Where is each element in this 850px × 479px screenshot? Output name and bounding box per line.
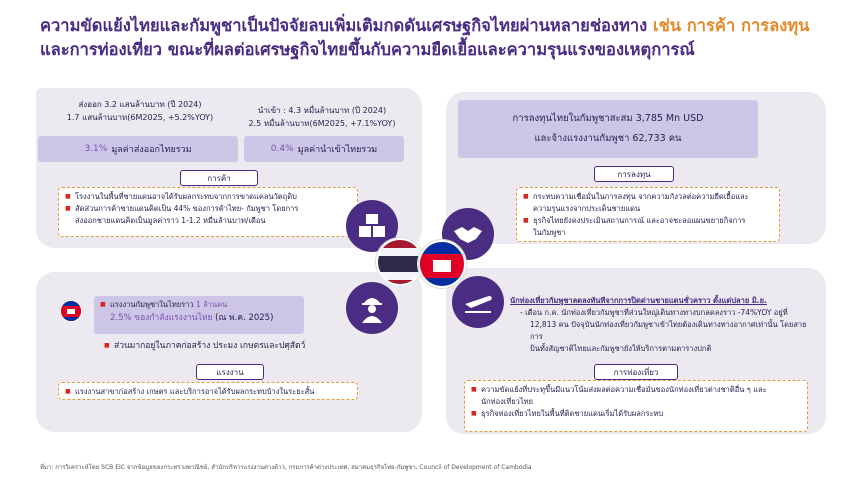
investment-impact-box xyxy=(516,187,780,242)
trade-impact-box xyxy=(58,187,358,237)
import-pct-label: มูลค่านำเข้าไทยรวม xyxy=(297,145,378,155)
cambodia-flag-small-icon xyxy=(60,300,82,322)
investment-stat xyxy=(458,100,758,158)
export-pct: 3.1% xyxy=(84,144,108,154)
investment-bullet-1-cont: ความรุนแรงจากประเด็นชายแดน xyxy=(533,204,641,213)
labor-line2-wrap xyxy=(100,311,298,325)
tourism-sub1: - เดือน ก.ค. นักท่องเที่ยวกัมพูชาที่ส่วนใหญ่เดินทางทางบกลดลงราว -74%YOY อยู่ที่ xyxy=(520,308,788,317)
labor-impact-box xyxy=(58,382,358,400)
investment-line2: และจ้างแรงงานกัมพูชา 62,733 คน xyxy=(534,133,682,144)
page-title xyxy=(40,14,840,62)
import-share xyxy=(244,136,404,162)
import-line2: 2.5 หมื่นล้านบาท(6M2025, +7.1%YOY) xyxy=(248,119,396,128)
trade-tag: การค้า xyxy=(180,170,258,186)
investment-tag: การลงทุน xyxy=(594,166,674,182)
tourism-tag: การท่องเที่ยว xyxy=(594,364,678,380)
trade-bullet-1: ■ โรงงานในพื้นที่ชายแดนอาจได้รับผลกระทบจากการขาดแคลนวัตถุดิบ xyxy=(65,191,351,203)
tourism-bullet-1-cont: นักท่องเที่ยวไทย xyxy=(481,397,534,406)
investment-line1: การลงทุนไทยในกัมพูชาสะสม 3,785 Mn USD xyxy=(512,113,704,124)
tourism-bullet-2: ■ ธุรกิจท่องเที่ยวไทยในพื้นที่ติดชายแดนเริ่มได้รับผลกระทบ xyxy=(471,408,801,420)
source-note: ที่มา: การวิเคราะห์โดย SCB EIC จากข้อมูลของกระทรวงพาณิชย์, สำนักบริหารแรงงานต่างด้าว, กรมการค้าต่างประเทศ, สมาคมธุรกิจไทย-กัมพูชา, Council of Development of Cambodia xyxy=(40,464,532,471)
export-share xyxy=(38,136,238,162)
title-part2: เช่น การค้า การลงทุน xyxy=(652,16,810,35)
trade-bullet-2: ■ สัดส่วนการค้าชายแดนคิดเป็น 44% ของการค้าไทย- กัมพูชา โดยการ xyxy=(65,203,351,215)
labor-line2: (ณ พ.ค. 2025) xyxy=(215,313,274,323)
tourism-bullet-1: ■ ความขัดแย้งที่ประทุขึ้นมีแนวโน้มส่งผลต่อความเชื่อมั่นของนักท่องเที่ยวต่างชาติอื่น ๆ และ xyxy=(471,384,801,396)
import-stat xyxy=(232,104,412,130)
cambodia-flag-icon xyxy=(418,240,466,288)
tourism-stat xyxy=(510,295,810,355)
export-line2: 1.7 แสนล้านบาท(6M2025, +5.2%YOY) xyxy=(66,113,214,122)
investment-bullet-2: ■ ธุรกิจไทยยังคงประเมินสถานการณ์ และอาจชะลอแผนขยายกิจการ xyxy=(523,215,773,227)
import-pct: 0.4% xyxy=(270,144,294,154)
export-stat xyxy=(50,98,230,124)
airplane-icon xyxy=(452,276,504,328)
investment-bullet-2-cont: ในกัมพูชา xyxy=(533,228,566,237)
labor-line2-hl: 2.5% ของกำลังแรงงานไทย xyxy=(110,313,213,323)
labor-tag: แรงงาน xyxy=(196,364,264,380)
labor-stat xyxy=(94,296,304,334)
import-line1: นำเข้า : 4.3 หมื่นล้านบาท (ปี 2024) xyxy=(257,106,387,115)
investment-bullet-1: ■ กระทบความเชื่อมั่นในการลงทุน จากความกังวลต่อความยืดเยื้อและ xyxy=(523,191,773,203)
labor-impact-bullet: ■ แรงงานสาขาก่อสร้าง เกษตร และบริการอาจได้รับผลกระทบบ้างในระยะสั้น xyxy=(65,386,351,398)
trade-bullet-2-cont: ส่งออกชายแดนคิดเป็นมูลค่าราว 1-1.2 หมื่นล้านบาท/เดือน xyxy=(75,216,266,225)
labor-bullet-1 xyxy=(100,299,298,311)
export-pct-label: มูลค่าส่งออกไทยรวม xyxy=(111,145,192,155)
title-line2: และการท่องเที่ยว ขณะที่ผลต่อเศรษฐกิจไทยขึ้นกับความยืดเยื้อและความรุนแรงของเหตุการณ์ xyxy=(40,40,695,59)
tourism-impact-box xyxy=(464,380,808,432)
tourism-sub3: บินทั้งสัญชาติไทยและกัมพูชายังให้บริการตามตารางปกติ xyxy=(530,344,712,353)
labor-line1: แรงงานกัมพูชาในไทยราว xyxy=(110,300,194,309)
worker-icon xyxy=(346,282,398,334)
tourism-headline: นักท่องเที่ยวกัมพูชาลดลงทันทีจากการปิดด่านชายแดนชั่วคราว ตั้งแต่ปลาย มิ.ย. xyxy=(510,296,767,305)
tourism-sub2: 12,813 คน ปัจจุบันนักท่องเที่ยวกัมพูชาเข้าไทยต้องเดินทางทางอากาศเท่านั้น โดยสายการ xyxy=(530,320,807,341)
title-part1: ความขัดแย้งไทยและกัมพูชาเป็นปัจจัยลบเพิ่มเติมกดดันเศรษฐกิจไทยผ่านหลายช่องทาง xyxy=(40,16,653,35)
labor-line1-hl: 1 ล้านคน xyxy=(196,300,228,309)
labor-bullet-2: ■ ส่วนมากอยู่ในภาคก่อสร้าง ประมง เกษตรและปศุสัตว์ xyxy=(104,340,305,352)
export-line1: ส่งออก 3.2 แสนล้านบาท (ปี 2024) xyxy=(78,100,202,109)
thailand-flag-icon xyxy=(376,238,424,286)
